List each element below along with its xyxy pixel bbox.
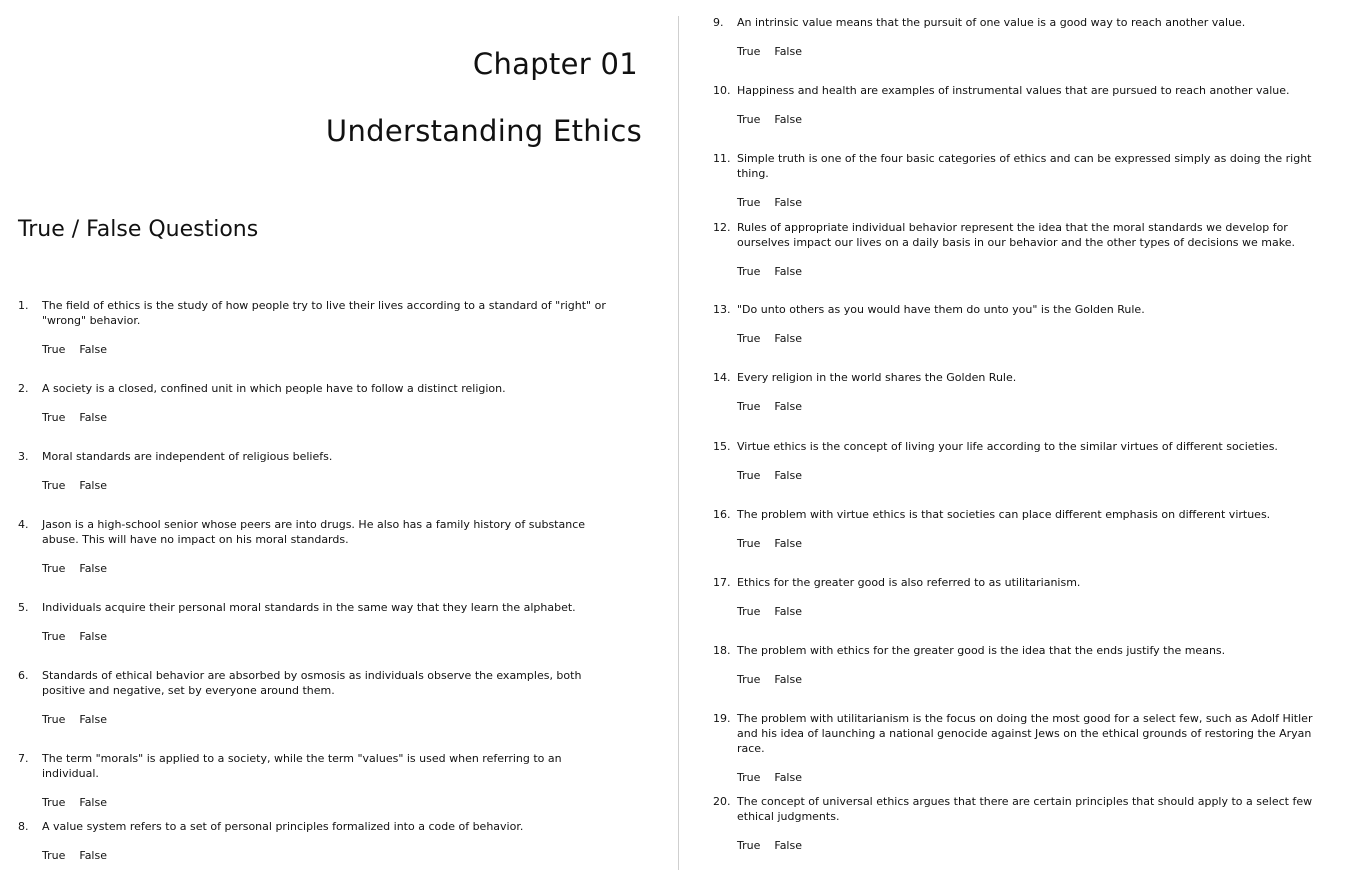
question-text: Virtue ethics is the concept of living your life according to the similar virtues of different societies.	[737, 440, 1278, 453]
answer-false[interactable]: False	[774, 113, 802, 126]
question-text: Every religion in the world shares the Golden Rule.	[737, 371, 1017, 384]
question-text: Rules of appropriate individual behavior represent the idea that the moral standards we develop for ourselves impact our lives on a daily basis in our behavior and the other types of decisions we make.	[737, 221, 1295, 249]
answer-false[interactable]: False	[774, 771, 802, 784]
question-1	[18, 298, 618, 357]
question-number: 18.	[713, 644, 731, 657]
question-number: 3.	[18, 450, 29, 463]
answer-false[interactable]: False	[79, 411, 107, 424]
question-number: 2.	[18, 382, 29, 395]
answer-options	[737, 331, 1325, 346]
answer-true[interactable]: True	[737, 265, 761, 278]
question-3	[18, 449, 618, 493]
question-2	[18, 381, 618, 425]
answer-false[interactable]: False	[79, 562, 107, 575]
question-text: The problem with virtue ethics is that societies can place different emphasis on different virtues.	[737, 508, 1271, 521]
question-text: Moral standards are independent of religious beliefs.	[42, 450, 333, 463]
answer-false[interactable]: False	[774, 605, 802, 618]
answer-true[interactable]: True	[737, 400, 761, 413]
question-20	[713, 794, 1325, 853]
question-text: Standards of ethical behavior are absorbed by osmosis as individuals observe the examples, both positive and negative, set by everyone around them.	[42, 669, 582, 697]
question-19	[713, 711, 1325, 785]
question-number: 6.	[18, 669, 29, 682]
answer-true[interactable]: True	[42, 343, 66, 356]
answer-false[interactable]: False	[774, 196, 802, 209]
answer-true[interactable]: True	[42, 630, 66, 643]
question-number: 14.	[713, 371, 731, 384]
answer-false[interactable]: False	[79, 479, 107, 492]
answer-false[interactable]: False	[79, 796, 107, 809]
answer-options	[42, 712, 618, 727]
answer-options	[737, 672, 1325, 687]
answer-options	[42, 478, 618, 493]
chapter-title: Chapter 01	[472, 47, 638, 81]
answer-true[interactable]: True	[42, 411, 66, 424]
question-number: 19.	[713, 712, 731, 725]
question-8	[18, 819, 618, 863]
answer-options	[737, 838, 1325, 853]
answer-true[interactable]: True	[737, 196, 761, 209]
answer-true[interactable]: True	[42, 849, 66, 862]
question-number: 16.	[713, 508, 731, 521]
question-9	[713, 15, 1325, 59]
question-text: The problem with ethics for the greater good is the idea that the ends justify the means.	[737, 644, 1226, 657]
answer-false[interactable]: False	[774, 839, 802, 852]
question-text: The field of ethics is the study of how people try to live their lives according to a standard of "right" or "wrong" behavior.	[42, 299, 606, 327]
question-14	[713, 370, 1325, 414]
question-number: 15.	[713, 440, 731, 453]
question-number: 8.	[18, 820, 29, 833]
answer-options	[737, 399, 1325, 414]
section-heading: True / False Questions	[18, 217, 259, 242]
answer-options	[42, 342, 618, 357]
question-18	[713, 643, 1325, 687]
question-number: 20.	[713, 795, 731, 808]
answer-true[interactable]: True	[737, 332, 761, 345]
question-number: 13.	[713, 303, 731, 316]
answer-true[interactable]: True	[737, 113, 761, 126]
question-text: Happiness and health are examples of instrumental values that are pursued to reach another value.	[737, 84, 1290, 97]
answer-false[interactable]: False	[774, 45, 802, 58]
answer-options	[42, 410, 618, 425]
answer-true[interactable]: True	[42, 713, 66, 726]
answer-false[interactable]: False	[774, 673, 802, 686]
question-11	[713, 151, 1325, 210]
question-text: Jason is a high-school senior whose peers are into drugs. He also has a family history of substance abuse. This will have no impact on his moral standards.	[42, 518, 586, 546]
answer-true[interactable]: True	[737, 771, 761, 784]
question-text: The concept of universal ethics argues that there are certain principles that should apply to a select few ethical judgments.	[737, 795, 1313, 823]
answer-true[interactable]: True	[737, 45, 761, 58]
question-number: 11.	[713, 152, 731, 165]
answer-false[interactable]: False	[774, 265, 802, 278]
question-13	[713, 302, 1325, 346]
answer-options	[42, 561, 618, 576]
answer-true[interactable]: True	[737, 673, 761, 686]
question-5	[18, 600, 618, 644]
answer-options	[737, 770, 1325, 785]
answer-options	[737, 112, 1325, 127]
question-6	[18, 668, 618, 727]
question-number: 4.	[18, 518, 29, 531]
question-text: "Do unto others as you would have them do unto you" is the Golden Rule.	[737, 303, 1145, 316]
answer-options	[42, 629, 618, 644]
answer-options	[737, 604, 1325, 619]
question-16	[713, 507, 1325, 551]
question-text: An intrinsic value means that the pursuit of one value is a good way to reach another value.	[737, 16, 1246, 29]
question-10	[713, 83, 1325, 127]
question-text: Ethics for the greater good is also referred to as utilitarianism.	[737, 576, 1081, 589]
question-text: A value system refers to a set of personal principles formalized into a code of behavior.	[42, 820, 524, 833]
question-text: A society is a closed, confined unit in which people have to follow a distinct religion.	[42, 382, 506, 395]
chapter-subtitle: Understanding Ethics	[325, 114, 642, 148]
question-number: 9.	[713, 16, 724, 29]
answer-true[interactable]: True	[42, 796, 66, 809]
answer-true[interactable]: True	[737, 839, 761, 852]
answer-false[interactable]: False	[79, 630, 107, 643]
answer-true[interactable]: True	[737, 605, 761, 618]
question-12	[713, 220, 1325, 279]
question-number: 17.	[713, 576, 731, 589]
question-number: 5.	[18, 601, 29, 614]
answer-options	[42, 795, 618, 810]
question-text: The problem with utilitarianism is the focus on doing the most good for a select few, such as Adolf Hitler and his idea of launching a national genocide against Jews on the ethical grounds of restoring the Aryan race.	[737, 712, 1313, 755]
answer-false[interactable]: False	[774, 332, 802, 345]
answer-options	[737, 44, 1325, 59]
answer-false[interactable]: False	[774, 537, 802, 550]
answer-options	[737, 536, 1325, 551]
answer-options	[737, 264, 1325, 279]
question-number: 12.	[713, 221, 731, 234]
answer-options	[737, 195, 1325, 210]
answer-options	[42, 848, 618, 863]
answer-true[interactable]: True	[42, 479, 66, 492]
answer-false[interactable]: False	[79, 849, 107, 862]
answer-false[interactable]: False	[774, 400, 802, 413]
answer-true[interactable]: True	[737, 537, 761, 550]
question-4	[18, 517, 618, 576]
answer-false[interactable]: False	[774, 469, 802, 482]
question-7	[18, 751, 618, 810]
question-text: Simple truth is one of the four basic categories of ethics and can be expressed simply as doing the right thing.	[737, 152, 1312, 180]
answer-options	[737, 468, 1325, 483]
question-17	[713, 575, 1325, 619]
question-15	[713, 439, 1325, 483]
question-number: 1.	[18, 299, 29, 312]
answer-true[interactable]: True	[737, 469, 761, 482]
answer-false[interactable]: False	[79, 343, 107, 356]
question-text: Individuals acquire their personal moral standards in the same way that they learn the alphabet.	[42, 601, 576, 614]
right-page	[679, 0, 1347, 870]
answer-true[interactable]: True	[42, 562, 66, 575]
question-text: The term "morals" is applied to a society, while the term "values" is used when referring to an individual.	[42, 752, 562, 780]
question-number: 7.	[18, 752, 29, 765]
question-number: 10.	[713, 84, 731, 97]
answer-false[interactable]: False	[79, 713, 107, 726]
